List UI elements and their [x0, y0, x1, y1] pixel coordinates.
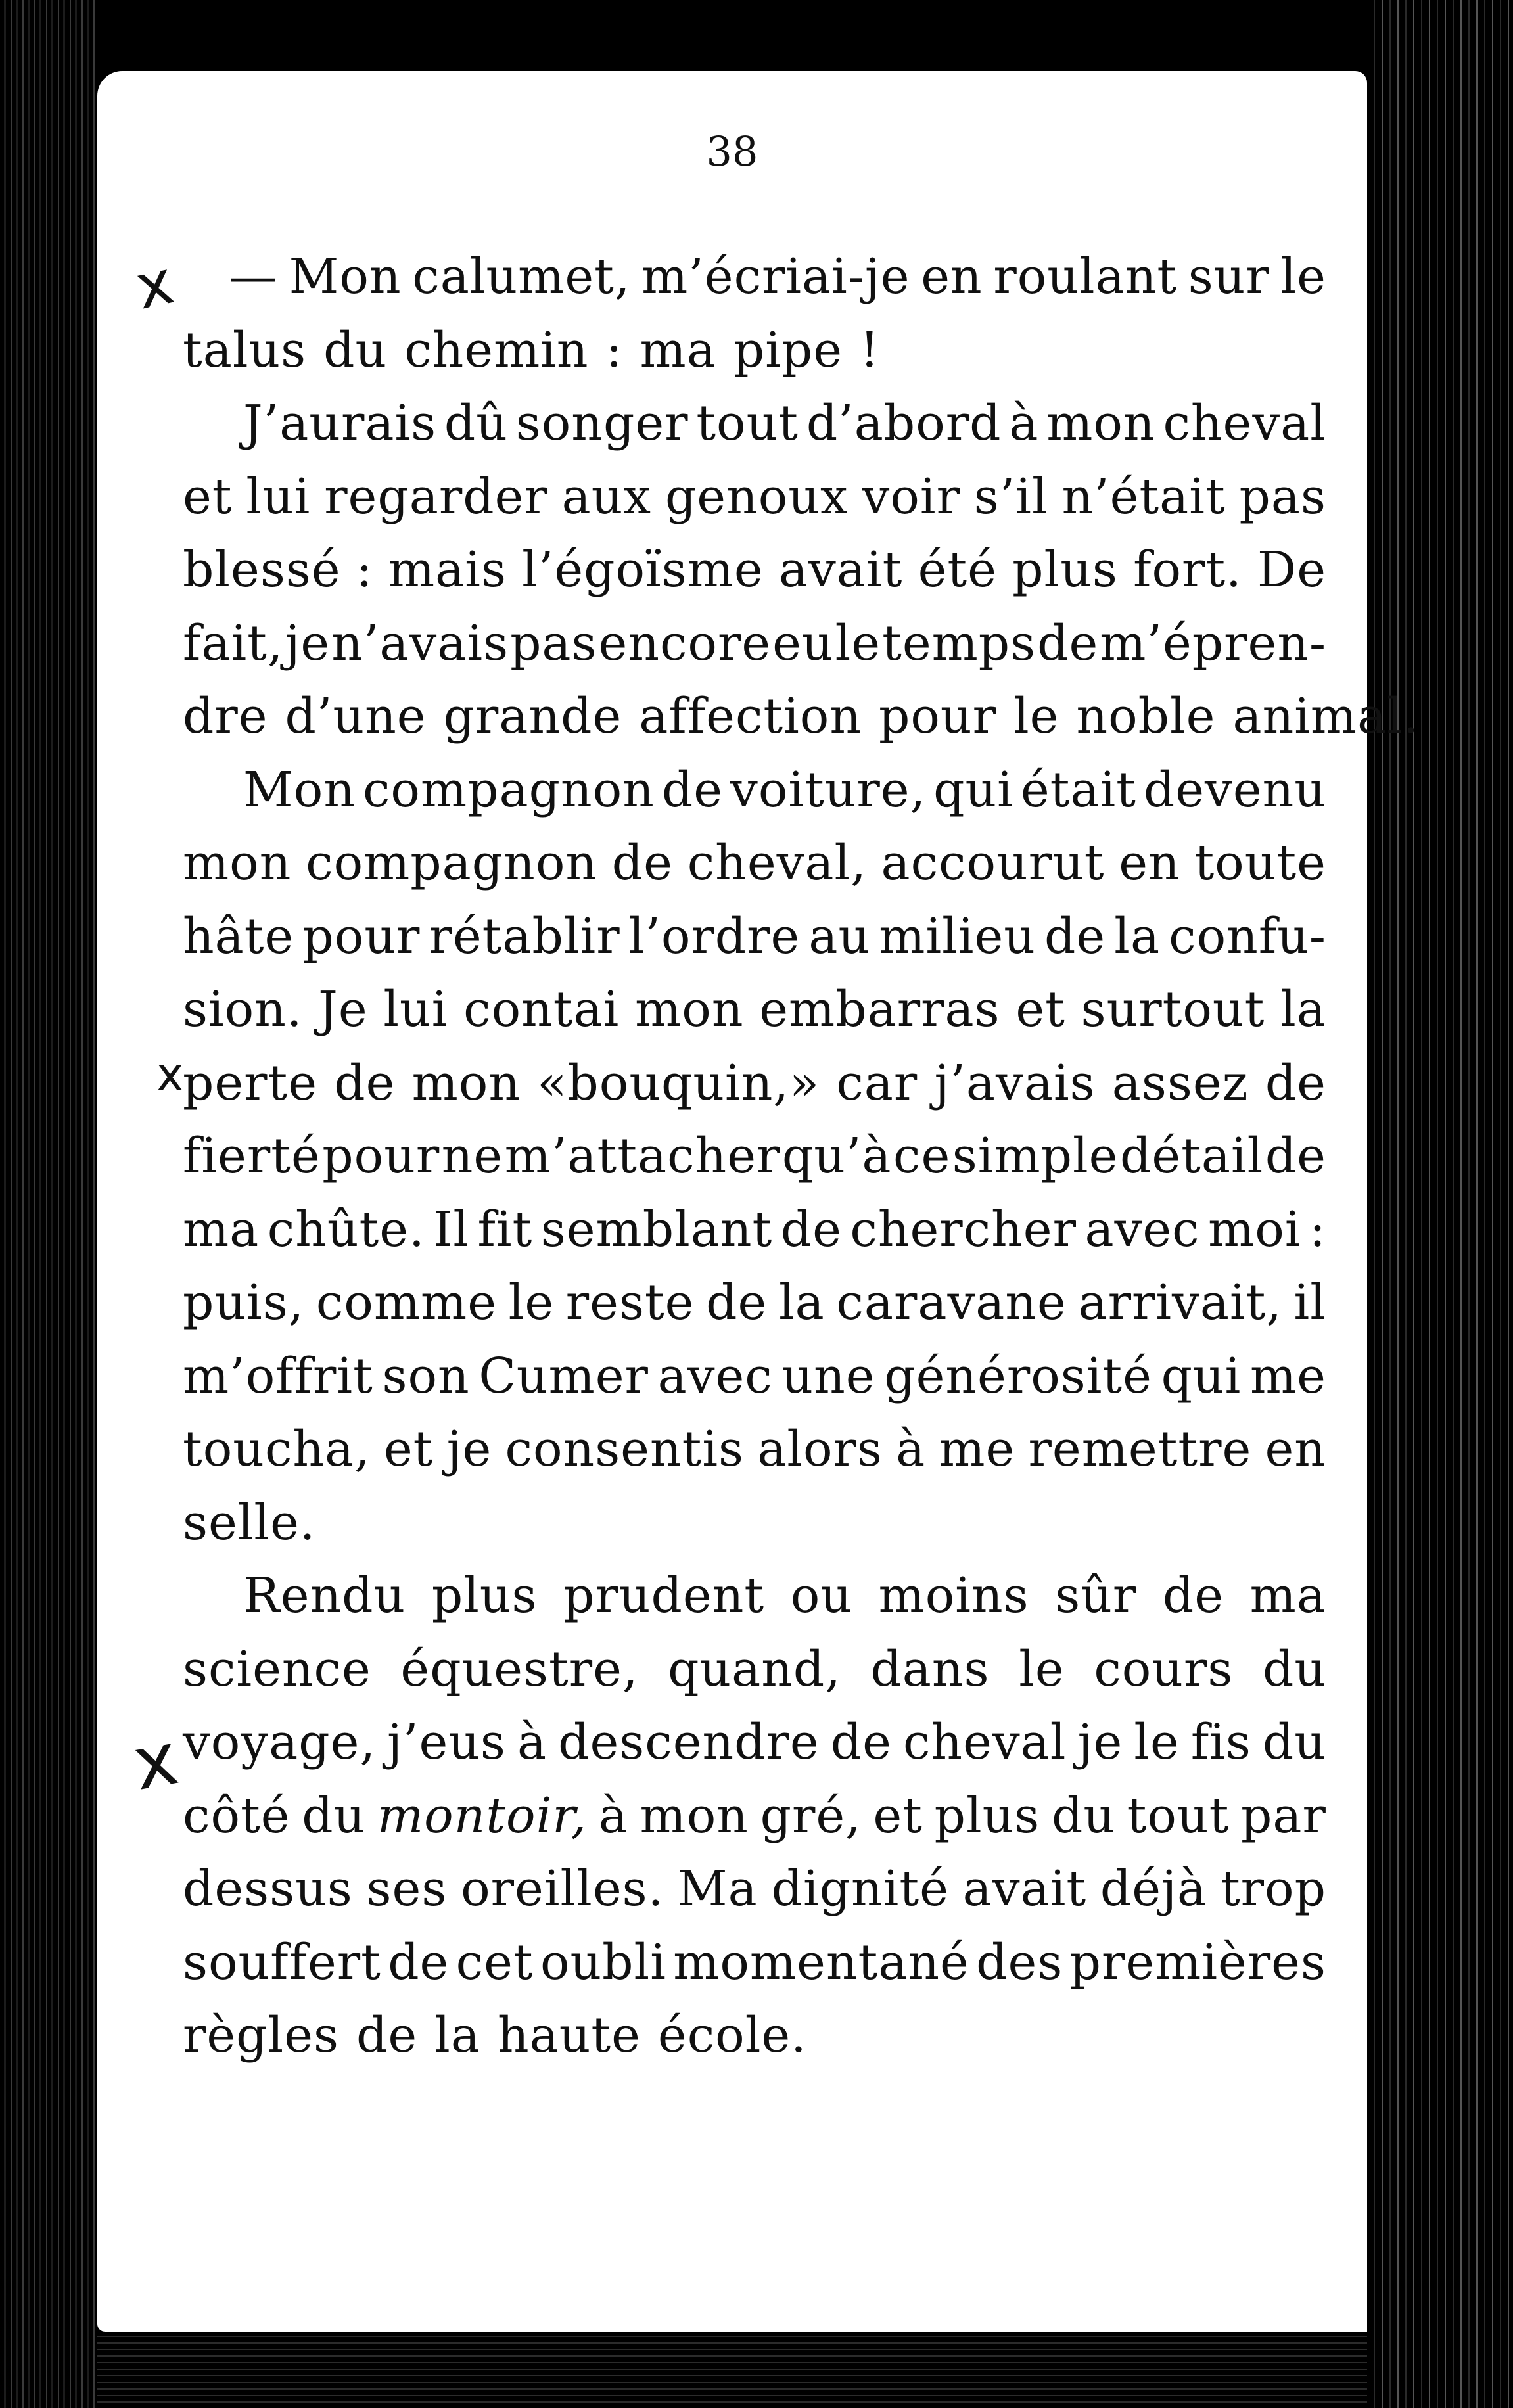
page-number: 38: [706, 127, 758, 175]
paragraph: [183, 1560, 1326, 2073]
text-line: — Mon calumet, m’écriai-je en roulant sur le: [229, 248, 1326, 305]
book-edge-right: [1367, 0, 1513, 2408]
text-line: perte de mon «bouquin,» car j’avais assez de: [183, 1054, 1326, 1111]
text-line: mon compagnon de cheval, accourut en toute: [183, 835, 1326, 891]
text-line: science équestre, quand, dans le cours du: [183, 1640, 1326, 1698]
body-text: [183, 241, 1420, 2073]
text-line: règles de la haute école.: [183, 2007, 807, 2064]
pencil-cross-mark: x: [129, 246, 179, 323]
text-line: fierté pour ne m’attacher qu’à ce simple détail de: [183, 1128, 1326, 1184]
text-line: talus du chemin : ma pipe !: [183, 321, 880, 379]
book-page: [97, 71, 1420, 2332]
text-line: voyage, j’eus à descendre de cheval je le fis du: [183, 1714, 1326, 1771]
text-line: ma chûte. Il fit semblant de chercher avec moi :: [183, 1201, 1326, 1258]
book-edge-bottom: [97, 2332, 1367, 2408]
text-line: dre d’une grande affection pour le noble animal.: [183, 688, 1420, 745]
text-line: hâte pour rétablir l’ordre au milieu de la confu-: [183, 908, 1326, 965]
text-line: selle.: [183, 1494, 316, 1551]
text-line: Mon compagnon de voiture, qui était devenu: [243, 761, 1326, 818]
text-line: blessé : mais l’égoïsme avait été plus fort. De: [183, 542, 1326, 598]
text-line: sion. Je lui contai mon embarras et surtout la: [183, 981, 1326, 1038]
text-line: Rendu plus prudent ou moins sûr de ma: [243, 1567, 1326, 1624]
text-line: puis, comme le reste de la caravane arrivait, il: [183, 1274, 1326, 1331]
book-edge-left: [0, 0, 97, 2408]
paragraph: [183, 241, 1326, 387]
text-line: m’offrit son Cumer avec une générosité qui me: [183, 1347, 1326, 1404]
pencil-cross-mark: x: [127, 1716, 184, 1807]
paragraph: [183, 754, 1326, 1560]
text-line: et lui regarder aux genoux voir s’il n’était pas: [183, 468, 1326, 525]
pencil-cross-mark: x: [156, 1048, 184, 1101]
text-line: côté du montoir, à mon gré, et plus du tout par: [183, 1787, 1326, 1844]
text-line: toucha, et je consentis alors à me remettre en: [183, 1421, 1326, 1477]
text-line: J’aurais dû songer tout d’abord à mon cheval: [243, 395, 1326, 452]
paragraph: [183, 387, 1420, 754]
text-line: fait, je n’avais pas encore eu le temps de m’épren-: [183, 614, 1326, 672]
text-line: dessus ses oreilles. Ma dignité avait déjà trop: [183, 1861, 1326, 1917]
text-line: souffert de cet oubli momentané des premières: [183, 1933, 1326, 1991]
